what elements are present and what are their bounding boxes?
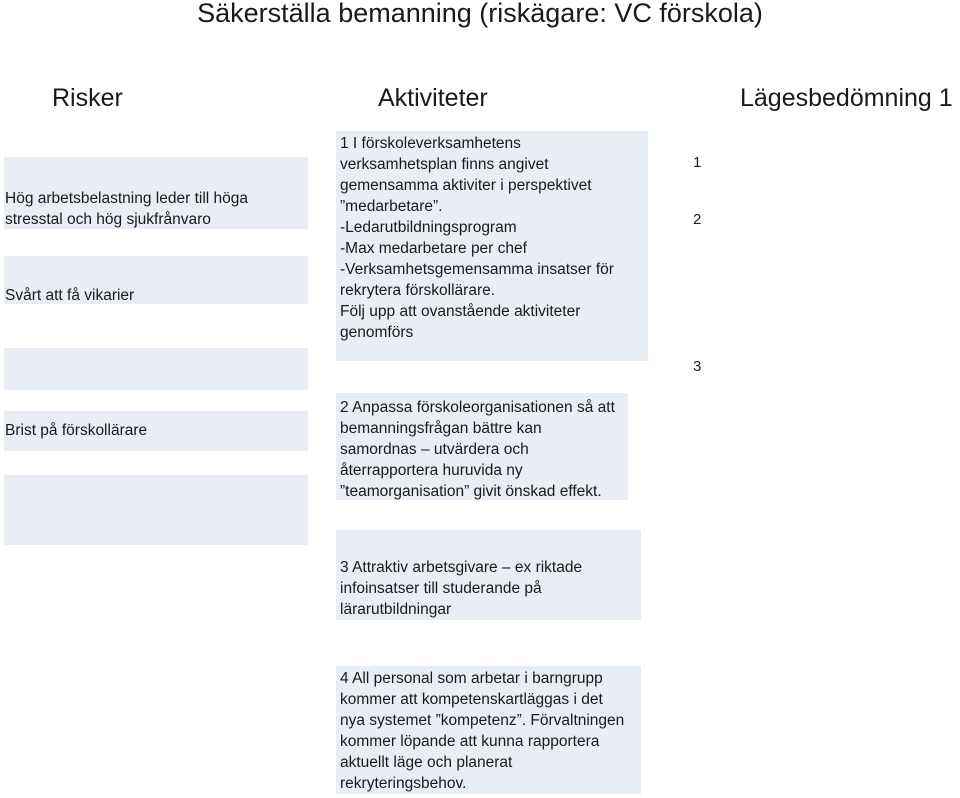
activity-4-line: kommer löpande att kunna rapportera: [340, 733, 600, 750]
risk-3: [5, 420, 147, 441]
activity-3-line: infoinsatser till studerande på: [340, 580, 542, 597]
activity-1-line: genomförs: [340, 324, 414, 341]
risk-box-spacer-1: [4, 348, 308, 390]
risk-1-line: Hög arbetsbelastning leder till höga: [5, 190, 248, 207]
risk-1-line: stresstal och hög sjukfrånvaro: [5, 211, 211, 228]
activity-1-line: Följ upp att ovanstående aktiviteter: [340, 303, 581, 320]
risk-box-spacer-2: [4, 475, 308, 545]
activity-3: [340, 557, 582, 620]
activity-2-line: samordnas – utvärdera och: [340, 441, 529, 458]
assessment-2: 2: [693, 211, 702, 228]
assessment-3: 3: [693, 358, 702, 375]
activity-1-line: -Max medarbetare per chef: [340, 240, 527, 257]
header-assessment: Lägesbedömning 1: [740, 84, 953, 112]
activity-2-line: 2 Anpassa förskoleorganisationen så att: [340, 399, 615, 416]
activity-1-line: ”medarbetare”.: [340, 198, 443, 215]
activity-1: [340, 133, 614, 343]
activity-4-line: kommer att kompetenskartläggas i det: [340, 691, 603, 708]
activity-4-line: nya systemet ”kompetenz”. Förvaltningen: [340, 712, 625, 729]
assessment-1: 1: [693, 154, 702, 171]
activity-2-line: återrapportera huruvida ny: [340, 462, 523, 479]
header-activities: Aktiviteter: [378, 84, 488, 112]
activity-2-line: bemanningsfrågan bättre kan: [340, 420, 542, 437]
activity-4-line: 4 All personal som arbetar i barngrupp: [340, 670, 603, 687]
activity-3-line: lärarutbildningar: [340, 601, 452, 618]
activity-1-line: -Verksamhetsgemensamma insatser för: [340, 261, 614, 278]
activity-4: [340, 668, 624, 794]
activity-1-line: -Ledarutbildningsprogram: [340, 219, 517, 236]
activity-2: [340, 397, 615, 502]
activity-4-line: aktuellt läge och planerat: [340, 754, 513, 771]
activity-2-line: ”teamorganisation” givit önskad effekt.: [340, 483, 602, 500]
activity-1-line: verksamhetsplan finns angivet: [340, 156, 549, 173]
activity-1-line: 1 I förskoleverksamhetens: [340, 135, 521, 152]
activity-1-line: gemensamma aktiviter i perspektivet: [340, 177, 592, 194]
risk-1: [5, 188, 248, 230]
header-risks: Risker: [52, 84, 123, 112]
activity-4-line: rekryteringsbehov.: [340, 775, 467, 792]
activity-3-line: 3 Attraktiv arbetsgivare – ex riktade: [340, 559, 583, 576]
risk-3-line: Brist på förskollärare: [5, 422, 148, 439]
page-title: Säkerställa bemanning (riskägare: VC förskola): [197, 0, 763, 28]
risk-2: [5, 285, 134, 306]
activity-1-line: rekrytera förskollärare.: [340, 282, 496, 299]
risk-2-line: Svårt att få vikarier: [5, 287, 135, 304]
